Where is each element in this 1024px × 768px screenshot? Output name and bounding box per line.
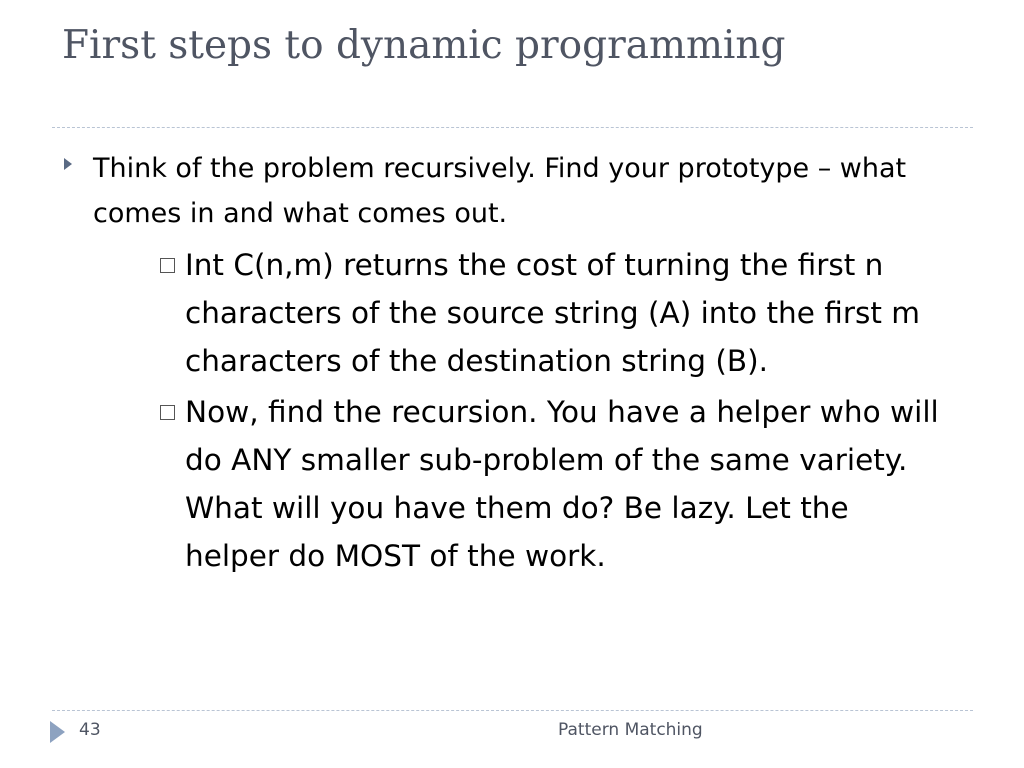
sub-bullet-item	[158, 388, 948, 580]
footer-title: Pattern Matching	[558, 720, 703, 740]
bullet-arrow-icon	[64, 158, 72, 170]
slide-title: First steps to dynamic programming	[62, 23, 786, 68]
sub-bullet-item	[158, 241, 948, 385]
page-number: 43	[79, 720, 101, 740]
square-bullet-icon	[160, 405, 175, 420]
footer-arrow-icon	[50, 721, 65, 743]
title-divider	[52, 127, 973, 128]
square-bullet-icon	[160, 258, 175, 273]
bullet-item	[62, 146, 942, 236]
sub-bullet-text: Now, find the recursion. You have a helper who will do ANY smaller sub-problem of the same variety. What will you have them do? Be lazy. Let the helper do MOST of the work.	[185, 395, 939, 573]
sub-bullet-text: Int C(n,m) returns the cost of turning the first n characters of the source string (A) into the first m characters of the destination string (B).	[185, 248, 921, 378]
footer-divider	[52, 710, 973, 711]
bullet-text: Think of the problem recursively. Find your prototype – what comes in and what comes out.	[93, 153, 907, 229]
